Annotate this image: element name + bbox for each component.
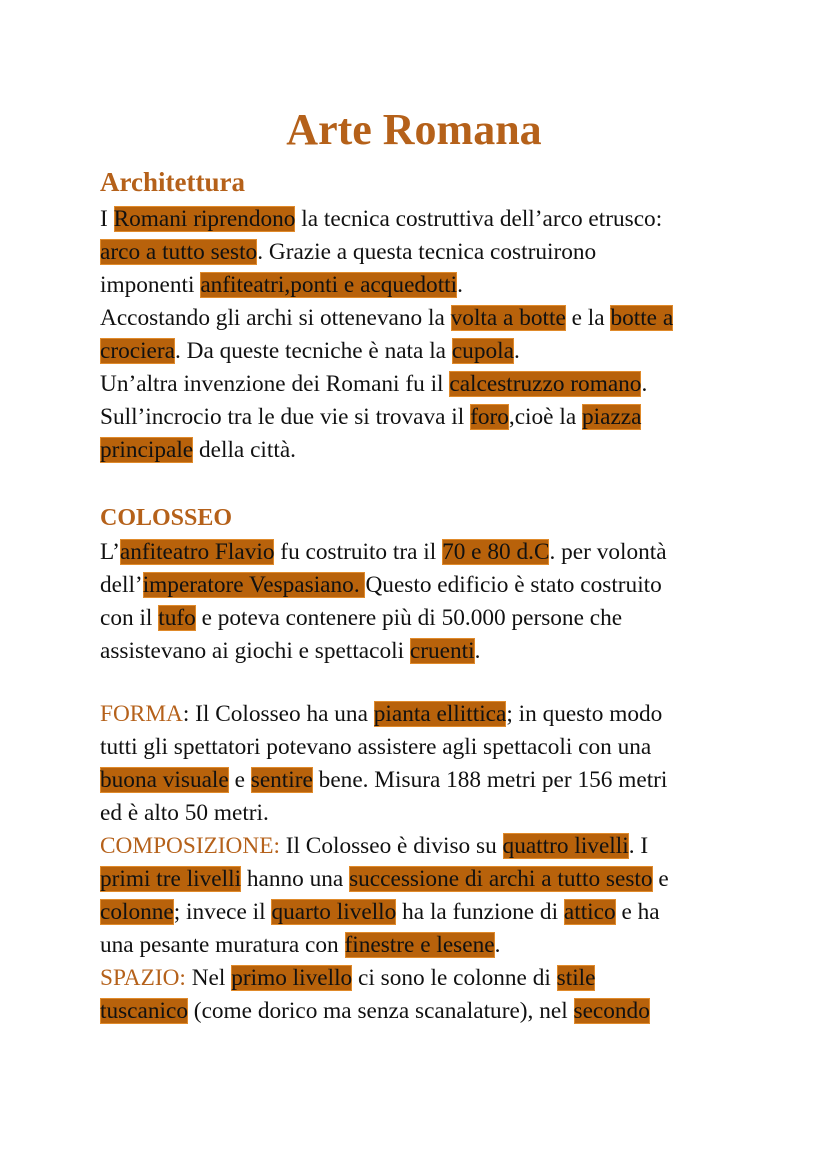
highlighted-term: principale: [100, 437, 194, 463]
highlighted-term: 70 e 80 d.C: [442, 539, 550, 565]
body-text: Questo edificio è stato costruito: [365, 572, 662, 598]
body-text: ha la funzione di: [396, 899, 564, 925]
body-text: . per volontà: [549, 539, 667, 565]
highlighted-term: attico: [563, 899, 616, 925]
text-line: [100, 536, 740, 569]
text-line: [100, 569, 740, 602]
text-line: [100, 302, 740, 335]
highlighted-term: cupola: [451, 338, 514, 364]
highlighted-term: pianta ellittica: [373, 701, 507, 727]
body-text: una pesante muratura con: [100, 932, 345, 958]
body-text: .: [457, 272, 463, 298]
subsection-label: FORMA: [100, 701, 183, 727]
highlighted-term: crociera: [100, 338, 175, 364]
highlighted-term: successione di archi a tutto sesto: [349, 866, 653, 892]
highlighted-term: primo livello: [231, 965, 353, 991]
text-line: [100, 236, 740, 269]
text-line: [100, 731, 740, 764]
text-line: [100, 698, 740, 731]
body-text: dell’: [100, 572, 143, 598]
body-text: .: [474, 638, 481, 664]
body-text: (come dorico ma senza scanalature), nel: [187, 998, 574, 1024]
highlighted-term: sentire: [250, 767, 313, 793]
highlighted-term: imperatore Vespasiano.: [142, 572, 366, 598]
body-text: imponenti: [100, 272, 201, 298]
paragraph-forma-composizione-spazio: [100, 698, 740, 1028]
highlighted-term: colonne: [100, 899, 174, 925]
body-text: Il Colosseo è diviso su: [279, 833, 503, 859]
text-line: [100, 995, 740, 1028]
text-line: [100, 368, 740, 401]
body-text: . Grazie a questa tecnica costruirono: [257, 239, 597, 265]
body-text: Accostando gli archi si ottenevano la: [100, 305, 451, 331]
body-text: bene. Misura 188 metri per 156 metri: [312, 767, 668, 793]
body-text: e: [652, 866, 669, 892]
highlighted-term: foro: [470, 404, 509, 430]
body-text: assistevano ai giochi e spettacoli: [100, 638, 410, 664]
text-line: [100, 635, 740, 668]
highlighted-term: piazza: [581, 404, 642, 430]
body-text: .: [513, 338, 520, 364]
body-text: .: [494, 932, 501, 958]
highlighted-term: volta a botte: [450, 305, 566, 331]
highlighted-term: quarto livello: [271, 899, 397, 925]
highlighted-term: tufo: [158, 605, 196, 631]
body-text: e: [228, 767, 251, 793]
text-line: [100, 896, 740, 929]
body-text: ; in questo modo: [506, 701, 663, 727]
text-line: [100, 797, 740, 830]
paragraph-colosseo: [100, 536, 740, 668]
body-text: ed è alto 50 metri.: [100, 800, 269, 826]
body-text: Sull’incrocio tra le due vie si trovava il: [100, 404, 471, 430]
highlighted-term: anfiteatri,ponti e acquedotti: [200, 272, 458, 298]
body-text: : Il Colosseo ha una: [182, 701, 374, 727]
text-line: [100, 269, 740, 302]
highlighted-term: calcestruzzo romano: [449, 371, 642, 397]
page-title: Arte Romana: [286, 105, 542, 154]
highlighted-term: secondo: [573, 998, 650, 1024]
body-text: I: [100, 206, 114, 232]
body-text: della città.: [193, 437, 297, 463]
paragraph-architettura: [100, 203, 740, 467]
highlighted-term: Romani riprendono: [113, 206, 296, 232]
highlighted-term: quattro livelli: [502, 833, 629, 859]
highlighted-term: cruenti: [409, 638, 475, 664]
highlighted-term: finestre e lesene: [344, 932, 495, 958]
text-line: [100, 764, 740, 797]
subsection-label: COMPOSIZIONE:: [100, 833, 280, 859]
highlighted-term: arco a tutto sesto: [100, 239, 258, 265]
text-line: [100, 434, 740, 467]
text-line: [100, 335, 740, 368]
body-text: ; invece il: [173, 899, 272, 925]
body-text: . Da queste tecniche è nata la: [175, 338, 452, 364]
text-line: [100, 929, 740, 962]
highlighted-term: buona visuale: [100, 767, 229, 793]
body-text: Un’altra invenzione dei Romani fu il: [100, 371, 450, 397]
body-text: hanno una: [241, 866, 350, 892]
subsection-label: SPAZIO:: [100, 965, 186, 991]
body-text: e poteva contenere più di 50.000 persone che: [195, 605, 623, 631]
section-heading-architettura: Architettura: [100, 167, 245, 197]
body-text: e ha: [615, 899, 660, 925]
body-text: L’: [100, 539, 120, 565]
highlighted-term: stile: [556, 965, 596, 991]
highlighted-term: anfiteatro Flavio: [119, 539, 275, 565]
highlighted-term: primi tre livelli: [100, 866, 242, 892]
text-line: [100, 962, 740, 995]
highlighted-term: tuscanico: [100, 998, 188, 1024]
body-text: ci sono le colonne di: [352, 965, 557, 991]
section-heading-colosseo: COLOSSEO: [100, 505, 233, 531]
text-line: [100, 863, 740, 896]
body-text: la tecnica costruttiva dell’arco etrusco:: [295, 206, 663, 232]
highlighted-term: botte a: [610, 305, 674, 331]
text-line: [100, 602, 740, 635]
body-text: tutti gli spettatori potevano assistere agli spettacoli con una: [100, 734, 652, 760]
body-text: con il: [100, 605, 159, 631]
text-line: [100, 401, 740, 434]
body-text: e la: [565, 305, 611, 331]
body-text: Nel: [185, 965, 232, 991]
text-line: [100, 830, 740, 863]
body-text: fu costruito tra il: [274, 539, 443, 565]
text-line: [100, 203, 740, 236]
body-text: ,cioè la: [508, 404, 582, 430]
body-text: .: [641, 371, 648, 397]
body-text: . I: [628, 833, 649, 859]
